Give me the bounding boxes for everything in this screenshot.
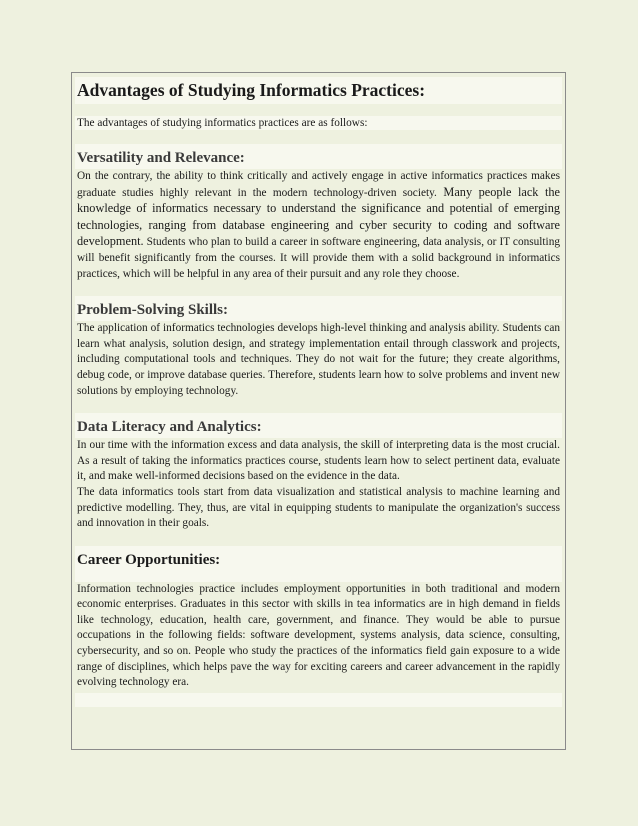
intro-text: The advantages of studying informatics practices are as follows: bbox=[75, 116, 562, 130]
heading-versatility: Versatility and Relevance: bbox=[75, 144, 562, 169]
versatility-text-3: Students who plan to build a career in software engineering, data analysis, or IT consulting will benefit significantly from the courses. It will provide them with a solid background in informatics practices, which will be helpful in any area of their pursuit and any role they choose. bbox=[77, 236, 560, 280]
paragraph-career bbox=[75, 582, 562, 693]
paragraph-problem-solving bbox=[75, 321, 562, 401]
paragraph-data-literacy bbox=[75, 438, 562, 534]
data-literacy-text-2: The data informatics tools start from data visualization and statistical analysis to machine learning and predictive modelling. They, thus, are vital in equipping students to manipulate the organization's success and innovation in their goals. bbox=[77, 485, 560, 530]
data-literacy-text-1: In our time with the information excess and data analysis, the skill of interpreting data is the most crucial. As a result of taking the informatics practices course, students learn how to select pertinent data, evaluate it, and make well-informed decisions based on the evidence in the data. bbox=[77, 439, 560, 483]
trailing-band bbox=[75, 693, 562, 707]
problem-solving-text: The application of informatics technologies develops high-level thinking and analysis ability. Students can learn what analysis, solution design, and strategy implementation entail through classwork and projects, including computational tools and techniques. They do not wait for the future; they create algorithms, debug code, or improve database queries. Therefore, students learn how to solve problems and invent new solutions by employing technology. bbox=[77, 322, 560, 397]
page-title: Advantages of Studying Informatics Practices: bbox=[75, 77, 562, 104]
heading-data-literacy: Data Literacy and Analytics: bbox=[75, 413, 562, 438]
document-frame bbox=[71, 72, 566, 750]
versatility-text-1: On the contrary, the ability to think critically and actively engage in active informatics practices makes graduate studies highly relevant in the modern technology-driven society. bbox=[77, 170, 560, 199]
paragraph-versatility bbox=[75, 169, 562, 284]
heading-problem-solving: Problem-Solving Skills: bbox=[75, 296, 562, 321]
heading-career: Career Opportunities: bbox=[75, 546, 562, 582]
document-body bbox=[75, 77, 562, 707]
versatility-text-2: Many people lack the knowledge of informatics necessary to understand the significance and potential of emerging technologies, ranging from database engineering and cyber security to coding and software development. bbox=[77, 184, 560, 249]
career-text: Information technologies practice includes employment opportunities in both traditional and modern economic enterprises. Graduates in this sector with skills in tea informatics are in high demand in fields like technology, education, health care, government, and finance. They would be able to pursue occupations in the following fields: software development, systems analysis, data science, consulting, cybersecurity, and so on. People who study the practices of the informatics field gain exposure to a wide range of disciplines, which helps pave the way for exciting careers and career advancement in the rapidly evolving technology era. bbox=[77, 582, 560, 689]
